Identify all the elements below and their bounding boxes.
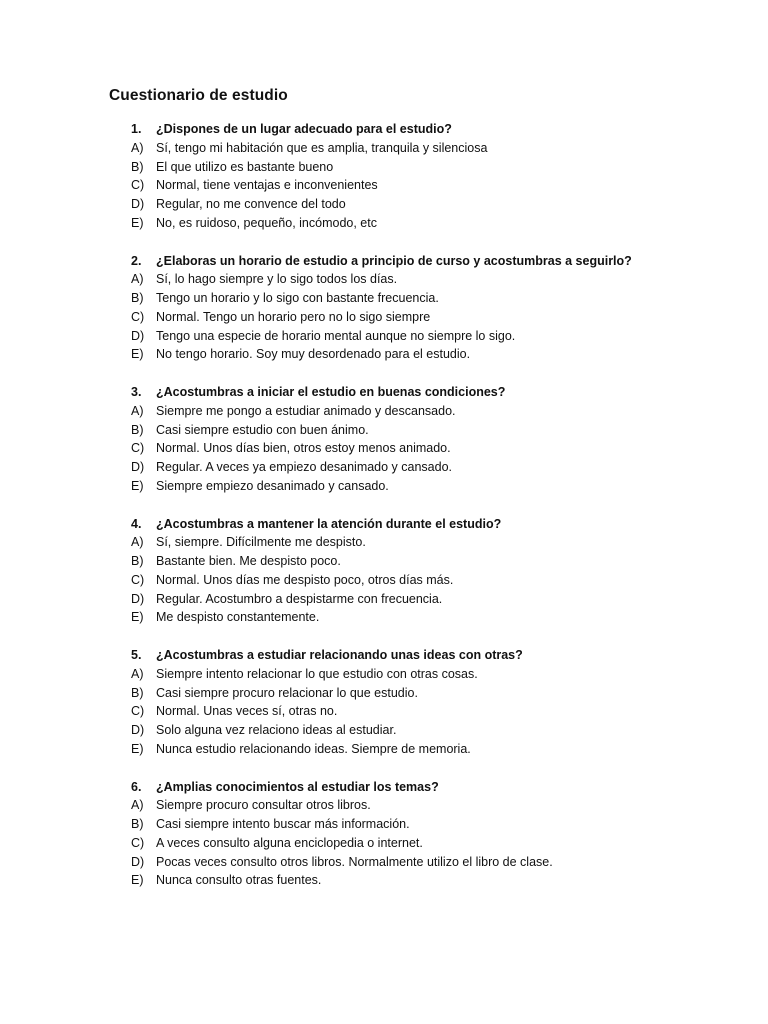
question-number: 4.	[131, 516, 142, 531]
option-3e	[0, 477, 768, 496]
option-letter: A)	[131, 403, 144, 418]
option-letter: D)	[131, 854, 145, 869]
option-letter: C)	[131, 835, 145, 850]
option-2e	[0, 345, 768, 364]
option-letter: C)	[131, 441, 145, 456]
option-2b	[0, 289, 768, 308]
option-text: Normal. Tengo un horario pero no lo sigo siempre	[156, 309, 431, 324]
option-5e	[0, 740, 768, 759]
option-letter: C)	[131, 704, 145, 719]
question-number: 6.	[131, 779, 142, 794]
option-5c	[0, 702, 768, 721]
option-2d	[0, 327, 768, 346]
option-text: Bastante bien. Me despisto poco.	[156, 554, 341, 569]
option-1c	[0, 176, 768, 195]
option-3c	[0, 439, 768, 458]
option-letter: E)	[131, 873, 144, 888]
option-text: Casi siempre intento buscar más información.	[156, 817, 410, 832]
option-text: Normal. Unos días bien, otros estoy menos animado.	[156, 441, 451, 456]
option-text: No, es ruidoso, pequeño, incómodo, etc	[156, 215, 377, 230]
option-text: Pocas veces consulto otros libros. Normalmente utilizo el libro de clase.	[156, 854, 553, 869]
option-5a	[0, 665, 768, 684]
question-block-4	[0, 515, 768, 647]
option-4a	[0, 533, 768, 552]
option-letter: B)	[131, 291, 144, 306]
option-letter: E)	[131, 610, 144, 625]
option-letter: D)	[131, 723, 145, 738]
option-text: Tengo un horario y lo sigo con bastante frecuencia.	[156, 291, 439, 306]
option-4e	[0, 608, 768, 627]
option-text: Sí, lo hago siempre y lo sigo todos los días.	[156, 272, 398, 287]
option-letter: B)	[131, 554, 144, 569]
document-title: Cuestionario de estudio	[109, 87, 288, 104]
question-text: ¿Amplias conocimientos al estudiar los temas?	[156, 779, 439, 794]
option-text: Nunca consulto otras fuentes.	[156, 873, 322, 888]
option-5d	[0, 721, 768, 740]
option-text: Casi siempre estudio con buen ánimo.	[156, 422, 369, 437]
option-text: Tengo una especie de horario mental aunque no siempre lo sigo.	[156, 328, 516, 343]
option-6a	[0, 796, 768, 815]
option-letter: C)	[131, 178, 145, 193]
question-number: 3.	[131, 385, 142, 399]
option-text: Regular. Acostumbro a despistarme con frecuencia.	[156, 591, 443, 606]
option-3a	[0, 402, 768, 421]
option-text: A veces consulto alguna enciclopedia o internet.	[156, 835, 423, 850]
option-letter: C)	[131, 572, 145, 587]
question-text: ¿Acostumbras a iniciar el estudio en buenas condiciones?	[156, 385, 506, 399]
question-text: ¿Acostumbras a estudiar relacionando unas ideas con otras?	[156, 648, 523, 662]
question-text: ¿Acostumbras a mantener la atención durante el estudio?	[156, 516, 502, 531]
option-letter: B)	[131, 685, 144, 700]
option-text: Normal. Unas veces sí, otras no.	[156, 704, 338, 719]
option-4d	[0, 590, 768, 609]
option-5b	[0, 684, 768, 703]
option-2a	[0, 270, 768, 289]
question-4	[0, 515, 768, 534]
option-text: No tengo horario. Soy muy desordenado para el estudio.	[156, 347, 471, 362]
option-letter: D)	[131, 328, 145, 343]
question-block-3	[0, 383, 768, 515]
option-text: Normal. Unos días me despisto poco, otros días más.	[156, 572, 454, 587]
option-text: Regular. A veces ya empiezo desanimado y cansado.	[156, 460, 453, 475]
question-number: 2.	[131, 253, 142, 268]
option-text: Regular, no me convence del todo	[156, 197, 346, 212]
option-6d	[0, 853, 768, 872]
option-letter: E)	[131, 215, 144, 230]
option-3b	[0, 421, 768, 440]
option-letter: A)	[131, 798, 144, 813]
option-text: Nunca estudio relacionando ideas. Siempre de memoria.	[156, 741, 471, 756]
option-1a	[0, 139, 768, 158]
option-letter: D)	[131, 197, 145, 212]
option-4c	[0, 571, 768, 590]
option-6b	[0, 815, 768, 834]
option-4b	[0, 552, 768, 571]
option-1d	[0, 195, 768, 214]
question-3	[0, 383, 768, 402]
option-letter: A)	[131, 140, 144, 155]
option-letter: E)	[131, 478, 144, 493]
option-text: Siempre empiezo desanimado y cansado.	[156, 478, 389, 493]
option-letter: A)	[131, 666, 144, 681]
option-letter: B)	[131, 817, 144, 832]
question-block-6	[0, 778, 768, 910]
question-number: 5.	[131, 648, 142, 662]
question-number: 1.	[131, 122, 142, 136]
option-6e	[0, 871, 768, 890]
question-text: ¿Elaboras un horario de estudio a principio de curso y acostumbras a seguirlo?	[156, 253, 632, 268]
option-6c	[0, 834, 768, 853]
option-text: Sí, tengo mi habitación que es amplia, tranquila y silenciosa	[156, 140, 488, 155]
question-6	[0, 778, 768, 797]
question-2	[0, 252, 768, 271]
question-block-1	[0, 120, 768, 252]
option-1b	[0, 158, 768, 177]
option-letter: E)	[131, 347, 144, 362]
option-letter: A)	[131, 272, 144, 287]
option-letter: C)	[131, 309, 145, 324]
option-letter: A)	[131, 535, 144, 550]
option-letter: D)	[131, 460, 145, 475]
question-block-2	[0, 252, 768, 384]
option-text: Siempre procuro consultar otros libros.	[156, 798, 371, 813]
option-letter: B)	[131, 422, 144, 437]
option-text: Casi siempre procuro relacionar lo que estudio.	[156, 685, 418, 700]
question-text: ¿Dispones de un lugar adecuado para el estudio?	[156, 122, 452, 136]
question-5	[0, 646, 768, 665]
questionnaire	[0, 120, 768, 909]
option-text: Normal, tiene ventajas e inconvenientes	[156, 178, 378, 193]
option-text: Siempre me pongo a estudiar animado y descansado.	[156, 403, 456, 418]
option-3d	[0, 458, 768, 477]
option-letter: D)	[131, 591, 145, 606]
option-text: Solo alguna vez relaciono ideas al estudiar.	[156, 723, 397, 738]
option-letter: B)	[131, 159, 144, 174]
option-1e	[0, 214, 768, 233]
option-text: El que utilizo es bastante bueno	[156, 159, 334, 174]
option-text: Me despisto constantemente.	[156, 610, 320, 625]
question-block-5	[0, 646, 768, 778]
option-2c	[0, 308, 768, 327]
option-letter: E)	[131, 741, 144, 756]
option-text: Siempre intento relacionar lo que estudio con otras cosas.	[156, 666, 478, 681]
question-1	[0, 120, 768, 139]
option-text: Sí, siempre. Difícilmente me despisto.	[156, 535, 366, 550]
